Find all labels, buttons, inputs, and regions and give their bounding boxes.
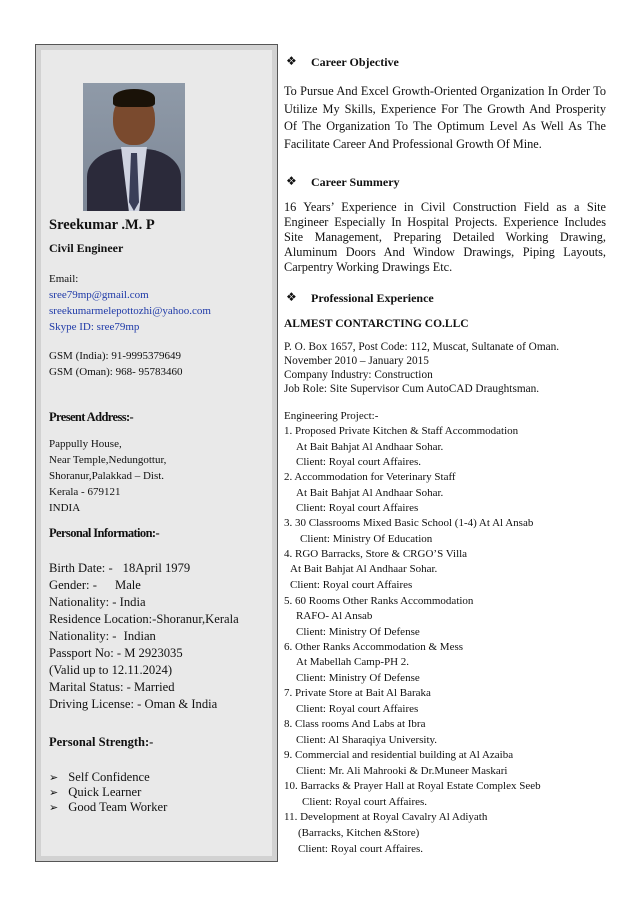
nationality: Nationality: - India — [49, 595, 146, 609]
project-line: (Barracks, Kitchen &Store) — [298, 827, 420, 839]
candidate-name: Sreekumar .M. P — [49, 217, 155, 233]
diamond-bullet-icon — [287, 57, 297, 67]
strengths-heading: Personal Strength:- — [49, 735, 154, 749]
gender: Gender: - Male — [49, 578, 141, 592]
arrow-bullet-icon: ➢ — [49, 771, 59, 784]
project-line: Client: Royal court Affaires — [296, 502, 419, 514]
experience-heading: ❖Professional Experience — [287, 291, 434, 306]
phone-india: GSM (India): 91-9995379649 — [49, 350, 181, 362]
address-line: Near Temple,Nedungottur, — [49, 454, 167, 466]
birth-date: Birth Date: - 18April 1979 — [49, 561, 191, 575]
address-line: Kerala - 679121 — [49, 486, 121, 498]
project-line: At Mabellah Camp-PH 2. — [296, 656, 410, 668]
address-line: Shoranur,Palakkad – Dist. — [49, 470, 165, 482]
email-link-primary[interactable]: sree79mp@gmail.com — [49, 289, 149, 301]
project-line: 10. Barracks & Prayer Hall at Royal Estate Complex Seeb — [284, 780, 541, 792]
passport-validity: (Valid up to 12.11.2024) — [49, 663, 173, 677]
address-heading: Present Address:- — [49, 410, 134, 424]
residence-location: Residence Location:-Shoranur,Kerala — [49, 612, 239, 626]
project-line: Client: Mr. Ali Mahrooki & Dr.Muneer Maskari — [296, 765, 508, 777]
skype-id: Skype ID: sree79mp — [49, 321, 140, 333]
project-line: At Bait Bahjat Al Andhaar Sohar. — [290, 563, 438, 575]
sidebar-profile — [35, 44, 278, 862]
diamond-bullet-icon — [287, 177, 297, 187]
marital-status: Marital Status: - Married — [49, 680, 175, 694]
project-line: Client: Ministry Of Defense — [296, 626, 420, 638]
company-industry: Company Industry: Construction — [284, 369, 433, 381]
project-line: 6. Other Ranks Accommodation & Mess — [284, 641, 464, 653]
email-link-secondary[interactable]: sreekumarmelepottozhi@yahoo.com — [49, 305, 211, 317]
project-line: Client: Al Sharaqiya University. — [296, 734, 438, 746]
project-line: 9. Commercial and residential building at Al Azaiba — [284, 749, 514, 761]
project-line: Client: Royal court Affaires. — [302, 796, 428, 808]
project-line: Client: Ministry Of Education — [300, 533, 433, 545]
project-line: 4. RGO Barracks, Store & CRGO’S Villa — [284, 548, 468, 560]
project-line: At Bait Bahjat Al Andhaar Sohar. — [296, 487, 444, 499]
project-line: 3. 30 Classrooms Mixed Basic School (1-4) At Al Ansab — [284, 517, 534, 529]
summary-heading: ❖Career Summery — [287, 175, 400, 190]
project-line: Client: Royal court Affaires — [296, 703, 419, 715]
profile-photo — [83, 83, 185, 211]
arrow-bullet-icon: ➢ — [49, 801, 59, 814]
company-name: ALMEST CONTARCTING CO.LLC — [284, 318, 469, 330]
project-line: 11. Development at Royal Cavalry Al Adiyath — [284, 811, 488, 823]
strength-item: ➢ Good Team Worker — [49, 800, 168, 814]
candidate-title: Civil Engineer — [49, 241, 124, 255]
project-line: Client: Royal court Affaires. — [298, 843, 424, 855]
summary-text: 16 Years’ Experience in Civil Construction Field as a Site Engineer Especially In Hospital Projects. Experience Includes Site Management, Preparing Detailed Working Drawing, Aluminum Doors And Window Drawings, Piping Layouts, Carpentry Working Drawings Etc. — [284, 200, 606, 274]
strength-item: ➢ Self Confidence — [49, 770, 150, 784]
project-line: At Bait Bahjat Al Andhaar Sohar. — [296, 441, 444, 453]
address-line: Pappully House, — [49, 438, 122, 450]
project-line: Client: Ministry Of Defense — [296, 672, 420, 684]
phone-oman: GSM (Oman): 968- 95783460 — [49, 366, 183, 378]
arrow-bullet-icon: ➢ — [49, 786, 59, 799]
projects-heading: Engineering Project:- — [284, 410, 379, 422]
project-line: 8. Class rooms And Labs at Ibra — [284, 718, 426, 730]
project-line: 1. Proposed Private Kitchen & Staff Accommodation — [284, 425, 519, 437]
project-line: 5. 60 Rooms Other Ranks Accommodation — [284, 595, 474, 607]
diamond-bullet-icon — [287, 293, 297, 303]
project-line: RAFO- Al Ansab — [296, 610, 373, 622]
objective-heading: ❖Career Objective — [287, 55, 399, 70]
project-line: 2. Accommodation for Veterinary Staff — [284, 471, 456, 483]
project-line: 7. Private Store at Bait Al Baraka — [284, 687, 431, 699]
strength-item: ➢ Quick Learner — [49, 785, 142, 799]
project-line: Client: Royal court Affaires. — [296, 456, 422, 468]
job-role: Job Role: Site Supervisor Cum AutoCAD Draughtsman. — [284, 383, 540, 395]
nationality-secondary: Nationality: - Indian — [49, 629, 156, 643]
address-line: INDIA — [49, 502, 81, 514]
email-label: Email: — [49, 273, 79, 285]
employment-period: November 2010 – January 2015 — [284, 355, 429, 367]
personal-info-heading: Personal Information:- — [49, 526, 160, 540]
driving-license: Driving License: - Oman & India — [49, 697, 218, 711]
passport-number: Passport No: - M 2923035 — [49, 646, 183, 660]
objective-text: To Pursue And Excel Growth-Oriented Organization In Order To Utilize My Skills, Experience For The Growth And Prosperity Of The Organization To The Optimum Level As Well As The Facilitate Career And Professional Growth Of Mine. — [284, 84, 606, 152]
company-address: P. O. Box 1657, Post Code: 112, Muscat, Sultanate of Oman. — [284, 341, 560, 353]
project-line: Client: Royal court Affaires — [290, 579, 413, 591]
